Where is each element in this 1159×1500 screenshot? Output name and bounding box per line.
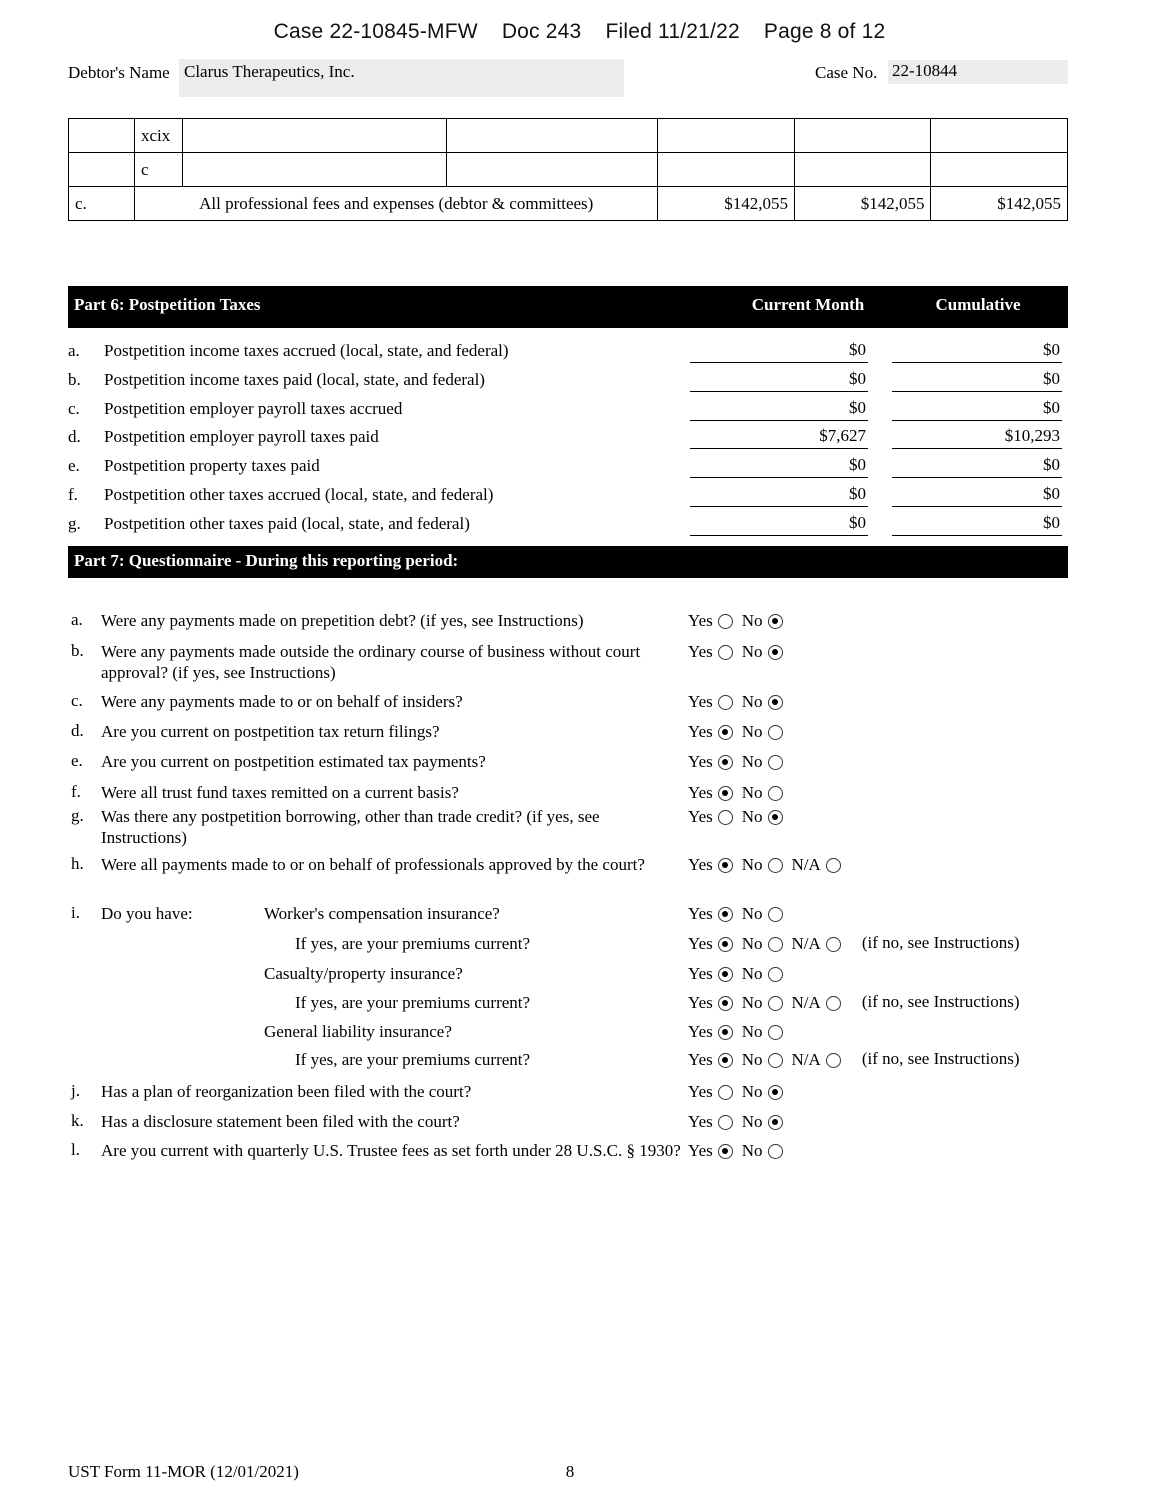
option-yes[interactable] xyxy=(688,806,733,827)
option-yes-label: Yes xyxy=(688,1112,713,1132)
tax-row xyxy=(68,424,1068,453)
option-yes-label: Yes xyxy=(688,611,713,631)
answer-options xyxy=(688,691,792,712)
row-value-3[interactable]: $142,055 xyxy=(794,187,930,221)
radio-yes[interactable] xyxy=(718,937,733,952)
answer-options xyxy=(688,1049,1020,1070)
question-text: Was there any postpetition borrowing, other than trade credit? (if yes, see Instructions) xyxy=(101,807,600,847)
form-footer: UST Form 11-MOR (12/01/2021) xyxy=(68,1462,299,1481)
option-no[interactable] xyxy=(742,610,783,631)
question-text: Are you current with quarterly U.S. Trustee fees as set forth under 28 U.S.C. § 1930? xyxy=(101,1141,681,1160)
instruction-note: (if no, see Instructions) xyxy=(861,992,1020,1011)
radio-yes[interactable] xyxy=(718,907,733,922)
row-label: Postpetition other taxes accrued (local, state, and federal) xyxy=(104,484,494,504)
option-yes[interactable] xyxy=(688,610,733,631)
option-no[interactable] xyxy=(742,992,783,1013)
row-label: Postpetition employer payroll taxes accrued xyxy=(104,398,403,418)
radio-no[interactable] xyxy=(768,858,783,873)
tax-row xyxy=(68,396,1068,425)
row-value-3[interactable] xyxy=(794,119,930,153)
row-letter: j. xyxy=(71,1081,80,1100)
question-text: Were any payments made to or on behalf of insiders? xyxy=(101,692,463,711)
question-text: Are you current on postpetition tax return filings? xyxy=(101,722,440,741)
part6-tax-rows xyxy=(68,338,1068,540)
row-letter: a. xyxy=(68,341,80,360)
row-label: Postpetition property taxes paid xyxy=(104,456,320,476)
current-month-value[interactable]: $7,627 xyxy=(690,426,868,449)
answer-options xyxy=(688,1081,792,1102)
option-yes[interactable] xyxy=(688,933,733,954)
option-yes[interactable] xyxy=(688,963,733,984)
option-yes-label: Yes xyxy=(688,783,713,803)
row-letter: c. xyxy=(68,398,80,418)
row-letter: b. xyxy=(68,369,81,389)
answer-options xyxy=(688,903,792,924)
option-yes-label: Yes xyxy=(688,1141,713,1161)
row-letter: e. xyxy=(68,456,80,476)
option-no[interactable] xyxy=(742,1021,783,1042)
option-yes[interactable] xyxy=(688,992,733,1013)
radio-yes[interactable] xyxy=(718,755,733,770)
row-letter: g. xyxy=(68,513,81,533)
radio-yes[interactable] xyxy=(718,810,733,825)
current-month-value[interactable]: $0 xyxy=(690,398,868,421)
row-value-4[interactable] xyxy=(931,119,1068,153)
table-row-total xyxy=(69,187,1068,221)
option-no-label: No xyxy=(741,692,763,712)
question-text: If yes, are your premiums current? xyxy=(295,934,531,953)
current-month-value[interactable]: $0 xyxy=(690,484,868,507)
answer-options xyxy=(688,782,792,803)
row-letter: g. xyxy=(71,806,84,825)
question-text: Were any payments made outside the ordinary course of business without court approval? (if yes, see Instructions) xyxy=(101,642,641,682)
row-value-3[interactable] xyxy=(794,153,930,187)
radio-no[interactable] xyxy=(768,907,783,922)
radio-no[interactable] xyxy=(768,1115,783,1130)
option-yes-label: Yes xyxy=(688,993,713,1013)
option-yes[interactable] xyxy=(688,1111,733,1132)
option-yes[interactable] xyxy=(688,691,733,712)
question-text: Casualty/property insurance? xyxy=(264,964,463,983)
option-yes-label: Yes xyxy=(688,1082,713,1102)
tax-row xyxy=(68,511,1068,540)
option-no[interactable] xyxy=(742,691,783,712)
row-description: All professional fees and expenses (debtor & committees) xyxy=(134,187,658,221)
option-no-label: No xyxy=(741,611,763,631)
answer-options xyxy=(688,992,1020,1013)
option-yes-label: Yes xyxy=(688,1050,713,1070)
ecf-docket-header xyxy=(0,20,1159,44)
option-yes[interactable] xyxy=(688,1081,733,1102)
question-text: Has a plan of reorganization been filed with the court? xyxy=(101,1082,472,1101)
option-no[interactable] xyxy=(742,963,783,984)
ecf-page-indicator: Page 8 of 12 xyxy=(763,20,886,43)
radio-yes[interactable] xyxy=(718,996,733,1011)
ecf-case-number: Case 22-10845-MFW xyxy=(273,20,478,43)
question-text: General liability insurance? xyxy=(264,1022,452,1041)
radio-no[interactable] xyxy=(768,1085,783,1100)
answer-options xyxy=(688,641,792,662)
radio-yes[interactable] xyxy=(718,1144,733,1159)
answer-options xyxy=(688,721,792,742)
answer-options xyxy=(688,1021,792,1042)
radio-no[interactable] xyxy=(768,1144,783,1159)
option-yes[interactable] xyxy=(688,854,733,875)
option-na-label: N/A xyxy=(791,934,821,954)
radio-no[interactable] xyxy=(768,967,783,982)
option-no-label: No xyxy=(741,1022,763,1042)
option-yes[interactable] xyxy=(688,641,733,662)
row-letter: l. xyxy=(71,1140,80,1159)
cumulative-value[interactable]: $0 xyxy=(892,398,1062,421)
question-text: Were any payments made on prepetition debt? (if yes, see Instructions) xyxy=(101,611,584,630)
radio-na[interactable] xyxy=(826,1053,841,1068)
row-letter: b. xyxy=(71,641,84,660)
radio-yes[interactable] xyxy=(718,695,733,710)
part6-header-bar xyxy=(68,286,1068,328)
option-yes[interactable] xyxy=(688,721,733,742)
radio-yes[interactable] xyxy=(718,786,733,801)
option-yes[interactable] xyxy=(688,1021,733,1042)
option-yes-label: Yes xyxy=(688,692,713,712)
radio-no[interactable] xyxy=(768,810,783,825)
row-letter xyxy=(69,119,135,153)
option-yes-label: Yes xyxy=(688,722,713,742)
option-yes[interactable] xyxy=(688,782,733,803)
radio-yes[interactable] xyxy=(718,645,733,660)
option-yes-label: Yes xyxy=(688,752,713,772)
option-yes-label: Yes xyxy=(688,642,713,662)
current-month-value[interactable]: $0 xyxy=(690,340,868,363)
question-text: If yes, are your premiums current? xyxy=(295,993,531,1012)
option-no[interactable] xyxy=(742,1140,783,1161)
option-no[interactable] xyxy=(742,641,783,662)
option-na[interactable] xyxy=(792,1049,841,1070)
option-yes-label: Yes xyxy=(688,904,713,924)
instruction-note: (if no, see Instructions) xyxy=(861,933,1020,952)
option-no[interactable] xyxy=(742,806,783,827)
option-na-label: N/A xyxy=(791,855,821,875)
question-text: Are you current on postpetition estimated tax payments? xyxy=(101,752,486,771)
option-no-label: No xyxy=(741,752,763,772)
part7-header-bar xyxy=(68,546,1068,578)
answer-options xyxy=(688,806,792,827)
professional-fees-table xyxy=(68,118,1068,221)
debtor-name-label: Debtor's Name xyxy=(68,63,170,82)
cumulative-value[interactable]: $0 xyxy=(892,340,1062,363)
row-value-4[interactable] xyxy=(931,153,1068,187)
cumulative-value[interactable]: $10,293 xyxy=(892,426,1062,449)
question-text: Were all payments made to or on behalf of professionals approved by the court? xyxy=(101,855,645,874)
option-no-label: No xyxy=(741,934,763,954)
option-na-label: N/A xyxy=(791,993,821,1013)
option-na-label: N/A xyxy=(791,1050,821,1070)
option-no-label: No xyxy=(741,1082,763,1102)
radio-yes[interactable] xyxy=(718,858,733,873)
current-month-value[interactable]: $0 xyxy=(690,369,868,392)
current-month-value[interactable]: $0 xyxy=(690,513,868,536)
row-description[interactable] xyxy=(183,119,447,153)
row-letter: i. xyxy=(71,903,80,922)
part6-col-current-month: Current Month xyxy=(751,295,865,314)
row-value-2[interactable] xyxy=(658,153,794,187)
radio-na[interactable] xyxy=(826,858,841,873)
option-no-label: No xyxy=(741,855,763,875)
row-letter: f. xyxy=(68,484,78,504)
radio-yes[interactable] xyxy=(718,1025,733,1040)
cumulative-value[interactable]: $0 xyxy=(892,455,1062,478)
row-letter: d. xyxy=(68,427,81,447)
option-no-label: No xyxy=(741,1141,763,1161)
row-letter: c. xyxy=(71,691,83,710)
part7-questionnaire-rows xyxy=(68,596,1088,1176)
radio-no[interactable] xyxy=(768,937,783,952)
option-yes[interactable] xyxy=(688,1140,733,1161)
row-letter xyxy=(69,153,135,187)
option-no[interactable] xyxy=(742,903,783,924)
part6-title: Part 6: Postpetition Taxes xyxy=(74,295,261,314)
option-no[interactable] xyxy=(742,1111,783,1132)
answer-options xyxy=(688,963,792,984)
row-value-2[interactable]: $142,055 xyxy=(658,187,794,221)
question-text: Do you have: xyxy=(101,904,193,923)
row-letter: a. xyxy=(71,610,83,629)
ecf-filed-date: Filed 11/21/22 xyxy=(605,20,740,43)
option-yes[interactable] xyxy=(688,751,733,772)
radio-yes[interactable] xyxy=(718,614,733,629)
row-roman: c xyxy=(134,153,182,187)
current-month-value[interactable]: $0 xyxy=(690,455,868,478)
option-na[interactable] xyxy=(792,933,841,954)
radio-no[interactable] xyxy=(768,614,783,629)
row-letter: d. xyxy=(71,721,84,740)
row-label: Postpetition income taxes paid (local, state, and federal) xyxy=(104,369,485,389)
answer-options xyxy=(688,854,850,875)
radio-no[interactable] xyxy=(768,695,783,710)
option-no-label: No xyxy=(741,904,763,924)
option-no-label: No xyxy=(741,993,763,1013)
row-value-2[interactable] xyxy=(658,119,794,153)
option-yes-label: Yes xyxy=(688,1022,713,1042)
tax-row xyxy=(68,338,1068,367)
row-label: Postpetition employer payroll taxes paid xyxy=(104,427,379,447)
row-roman: xcix xyxy=(134,119,182,153)
page-number: 8 xyxy=(565,1462,575,1481)
option-yes-label: Yes xyxy=(688,855,713,875)
option-no-label: No xyxy=(741,1050,763,1070)
cumulative-value[interactable]: $0 xyxy=(892,484,1062,507)
radio-no[interactable] xyxy=(768,725,783,740)
option-no-label: No xyxy=(741,1112,763,1132)
option-no[interactable] xyxy=(742,782,783,803)
option-yes-label: Yes xyxy=(688,964,713,984)
option-yes[interactable] xyxy=(688,903,733,924)
row-value-1[interactable] xyxy=(446,119,658,153)
question-text: Has a disclosure statement been filed with the court? xyxy=(101,1112,460,1131)
radio-yes[interactable] xyxy=(718,967,733,982)
option-yes-label: Yes xyxy=(688,934,713,954)
radio-no[interactable] xyxy=(768,645,783,660)
row-letter: c. xyxy=(69,187,135,221)
answer-options xyxy=(688,1111,792,1132)
cumulative-value[interactable]: $0 xyxy=(892,513,1062,536)
option-no-label: No xyxy=(741,783,763,803)
option-no-label: No xyxy=(741,642,763,662)
row-value-4[interactable]: $142,055 xyxy=(931,187,1068,221)
tax-row xyxy=(68,482,1068,511)
question-text: If yes, are your premiums current? xyxy=(295,1050,531,1069)
debtor-name-field[interactable]: Clarus Therapeutics, Inc. xyxy=(179,59,624,97)
radio-no[interactable] xyxy=(768,755,783,770)
row-letter: k. xyxy=(71,1111,84,1130)
radio-na[interactable] xyxy=(826,937,841,952)
option-no[interactable] xyxy=(742,751,783,772)
radio-na[interactable] xyxy=(826,996,841,1011)
instruction-note: (if no, see Instructions) xyxy=(861,1049,1020,1068)
part7-title: Part 7: Questionnaire - During this reporting period: xyxy=(74,551,459,570)
option-yes-label: Yes xyxy=(688,807,713,827)
radio-yes[interactable] xyxy=(718,725,733,740)
table-row xyxy=(69,119,1068,153)
case-no-label: Case No. xyxy=(815,63,878,82)
table-row xyxy=(69,153,1068,187)
page-number-footer xyxy=(0,1462,1159,1482)
row-letter: h. xyxy=(71,854,84,873)
option-no[interactable] xyxy=(742,933,783,954)
radio-yes[interactable] xyxy=(718,1085,733,1100)
radio-no[interactable] xyxy=(768,1053,783,1068)
option-no[interactable] xyxy=(742,854,783,875)
row-label: Postpetition other taxes paid (local, state, and federal) xyxy=(104,513,470,533)
ecf-doc-number: Doc 243 xyxy=(501,20,582,43)
question-text: Worker's compensation insurance? xyxy=(264,904,500,923)
case-no-field[interactable]: 22-10844 xyxy=(888,60,1068,84)
row-description[interactable] xyxy=(183,153,447,187)
option-no-label: No xyxy=(741,722,763,742)
row-letter: f. xyxy=(71,782,81,801)
radio-yes[interactable] xyxy=(718,1115,733,1130)
answer-options xyxy=(688,933,1020,954)
tax-row xyxy=(68,367,1068,396)
option-no-label: No xyxy=(741,807,763,827)
answer-options xyxy=(688,610,792,631)
option-no[interactable] xyxy=(742,721,783,742)
radio-yes[interactable] xyxy=(718,1053,733,1068)
radio-no[interactable] xyxy=(768,996,783,1011)
row-label: Postpetition income taxes accrued (local, state, and federal) xyxy=(104,341,509,360)
row-value-1[interactable] xyxy=(446,153,658,187)
option-no-label: No xyxy=(741,964,763,984)
answer-options xyxy=(688,1140,792,1161)
option-na[interactable] xyxy=(792,854,841,875)
option-na[interactable] xyxy=(792,992,841,1013)
option-no[interactable] xyxy=(742,1081,783,1102)
cumulative-value[interactable]: $0 xyxy=(892,369,1062,392)
question-text: Were all trust fund taxes remitted on a current basis? xyxy=(101,783,459,802)
answer-options xyxy=(688,751,792,772)
option-no[interactable] xyxy=(742,1049,783,1070)
radio-no[interactable] xyxy=(768,1025,783,1040)
row-letter: e. xyxy=(71,751,83,770)
part6-col-cumulative: Cumulative xyxy=(935,295,1021,314)
radio-no[interactable] xyxy=(768,786,783,801)
option-yes[interactable] xyxy=(688,1049,733,1070)
tax-row xyxy=(68,453,1068,482)
